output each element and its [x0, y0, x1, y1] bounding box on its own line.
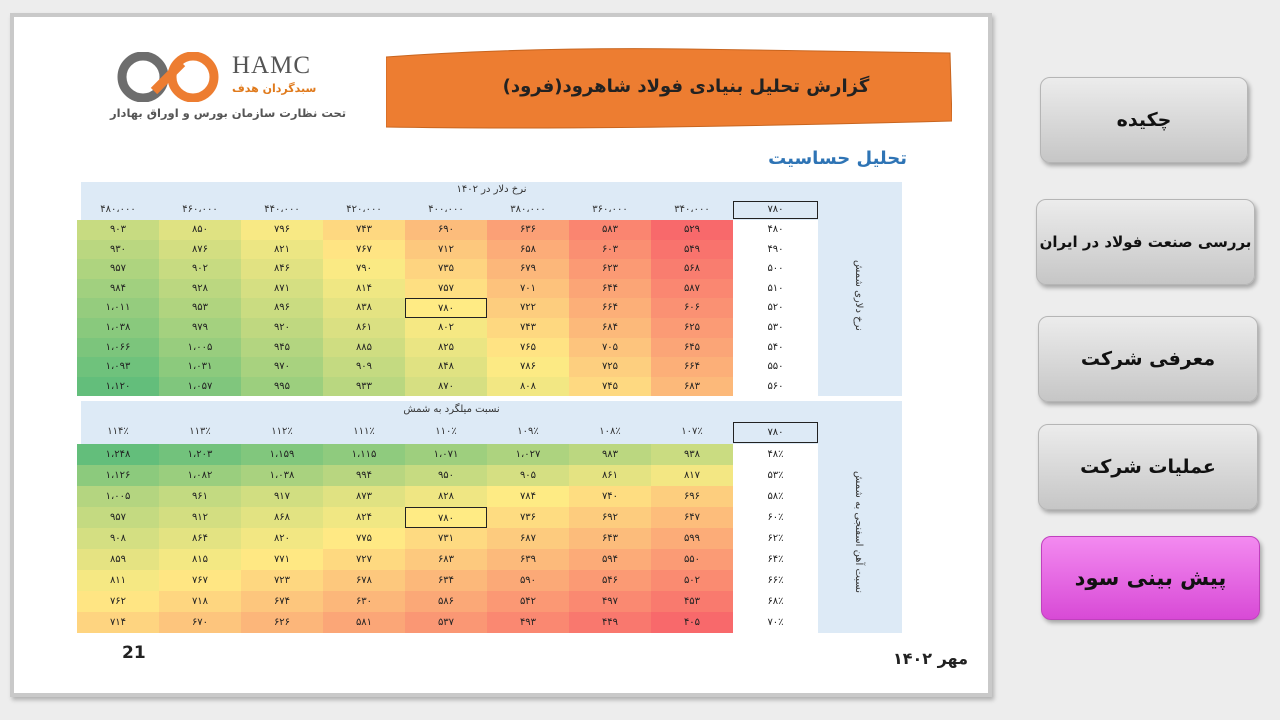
row-header: ۴۹۰ — [733, 240, 818, 260]
table-cell: ۶۷۴ — [241, 591, 323, 612]
table-cell: ۱،۰۵۷ — [159, 377, 241, 397]
table-cell: ۹۰۳ — [77, 220, 159, 240]
table-cell: ۸۶۱ — [569, 465, 651, 486]
table-cell: ۷۸۰ — [405, 507, 487, 528]
table-cell: ۶۳۰ — [323, 591, 405, 612]
table-cell: ۹۵۷ — [77, 259, 159, 279]
row-header: ۵۰۰ — [733, 259, 818, 279]
table-cell: ۱،۱۱۵ — [323, 444, 405, 465]
column-header: ۱۱۱٪ — [353, 426, 375, 437]
table-cell: ۹۴۵ — [241, 338, 323, 358]
table-cell: ۵۴۲ — [487, 591, 569, 612]
table-cell: ۶۴۵ — [651, 338, 733, 358]
table-cell: ۷۸۰ — [405, 298, 487, 318]
table-cell: ۸۱۵ — [159, 549, 241, 570]
nav-button-company-intro[interactable]: معرفی شرکت — [1038, 316, 1258, 402]
table-cell: ۹۳۸ — [651, 444, 733, 465]
table-cell: ۷۴۰ — [569, 486, 651, 507]
table-cell: ۶۳۴ — [405, 570, 487, 591]
table-cell: ۸۵۹ — [77, 549, 159, 570]
table-cell: ۹۲۸ — [159, 279, 241, 299]
column-header: ۱۰۷٪ — [681, 426, 703, 437]
column-header: ۱۱۴٪ — [107, 426, 129, 437]
table-cell: ۱،۰۲۷ — [487, 444, 569, 465]
table-cell: ۱،۱۲۰ — [77, 377, 159, 397]
table-cell: ۵۲۹ — [651, 220, 733, 240]
table-cell: ۹۷۹ — [159, 318, 241, 338]
column-header: ۳۶۰،۰۰۰ — [592, 204, 628, 215]
column-header: ۴۴۰،۰۰۰ — [264, 204, 300, 215]
table-cell: ۸۸۵ — [323, 338, 405, 358]
logo-name: HAMC — [232, 52, 312, 79]
table-cell: ۸۲۵ — [405, 338, 487, 358]
table-cell: ۷۳۶ — [487, 507, 569, 528]
table-cell: ۶۴۳ — [569, 528, 651, 549]
table-cell: ۶۹۶ — [651, 486, 733, 507]
row-header: ۶۸٪ — [733, 591, 818, 612]
column-header: ۳۸۰،۰۰۰ — [510, 204, 546, 215]
table-cell: ۵۵۰ — [651, 549, 733, 570]
table-cell: ۱،۰۷۱ — [405, 444, 487, 465]
column-header: ۱۰۹٪ — [517, 426, 539, 437]
table-cell: ۶۹۰ — [405, 220, 487, 240]
column-header: ۱۱۲٪ — [271, 426, 293, 437]
table-cell: ۹۰۹ — [323, 357, 405, 377]
table-cell: ۸۳۸ — [323, 298, 405, 318]
table-cell: ۷۶۵ — [487, 338, 569, 358]
table-cell: ۱،۲۰۳ — [159, 444, 241, 465]
table-cell: ۱،۰۳۸ — [77, 318, 159, 338]
table-cell: ۹۱۷ — [241, 486, 323, 507]
report-date: مهر ۱۴۰۲ — [892, 649, 968, 668]
table-cell: ۷۷۱ — [241, 549, 323, 570]
page-title: گزارش تحلیل بنیادی فولاد شاهرود(فرود) — [502, 76, 870, 97]
row-header: ۵۸٪ — [733, 486, 818, 507]
logo-tagline: تحت نظارت سازمان بورس و اوراق بهادار — [110, 106, 347, 120]
table-cell: ۹۲۰ — [241, 318, 323, 338]
section-title: تحلیل حساسیت — [768, 148, 907, 169]
table-caption: نسبت میلگرد به شمش — [403, 404, 500, 415]
table-cell: ۶۵۸ — [487, 240, 569, 260]
table-cell: ۹۸۳ — [569, 444, 651, 465]
table-cell: ۶۷۸ — [323, 570, 405, 591]
table-cell: ۸۶۸ — [241, 507, 323, 528]
table-cell: ۴۵۳ — [651, 591, 733, 612]
nav-button-profit-forecast[interactable]: پیش بینی سود — [1041, 536, 1260, 620]
table-cell: ۷۹۶ — [241, 220, 323, 240]
table-cell: ۸۷۰ — [405, 377, 487, 397]
table-cell: ۱،۰۰۵ — [159, 338, 241, 358]
row-header: ۵۲۰ — [733, 298, 818, 318]
table-cell: ۷۲۷ — [323, 549, 405, 570]
table-cell: ۶۸۳ — [405, 549, 487, 570]
base-value-corner: ۷۸۰ — [733, 201, 818, 219]
row-header: ۵۶۰ — [733, 377, 818, 397]
table-cell: ۸۰۸ — [487, 377, 569, 397]
table-cell: ۱،۲۴۸ — [77, 444, 159, 465]
table-cell: ۶۷۰ — [159, 612, 241, 633]
table-cell: ۵۸۳ — [569, 220, 651, 240]
table-cell: ۸۵۰ — [159, 220, 241, 240]
table-cell: ۷۱۸ — [159, 591, 241, 612]
row-header: ۶۴٪ — [733, 549, 818, 570]
table-cell: ۷۶۲ — [77, 591, 159, 612]
column-header: ۴۸۰،۰۰۰ — [100, 204, 136, 215]
table-cell: ۴۴۹ — [569, 612, 651, 633]
table-cell: ۵۶۸ — [651, 259, 733, 279]
sensitivity-table-ratios — [81, 401, 902, 633]
base-value-corner: ۷۸۰ — [733, 422, 818, 443]
table-cell: ۵۸۶ — [405, 591, 487, 612]
table-cell: ۸۶۴ — [159, 528, 241, 549]
row-axis-label: نسبت آهن اسفنجی به شمش — [853, 471, 864, 593]
column-header: ۱۱۰٪ — [435, 426, 457, 437]
table-cell: ۸۶۱ — [323, 318, 405, 338]
table-cell: ۵۴۹ — [651, 240, 733, 260]
nav-button-summary[interactable]: چکیده — [1040, 77, 1248, 163]
column-header: ۳۴۰،۰۰۰ — [674, 204, 710, 215]
column-header: ۱۰۸٪ — [599, 426, 621, 437]
table-cell: ۹۷۰ — [241, 357, 323, 377]
table-cell: ۶۰۶ — [651, 298, 733, 318]
table-cell: ۱،۰۸۲ — [159, 465, 241, 486]
nav-button-company-operations[interactable]: عملیات شرکت — [1038, 424, 1258, 510]
column-header: ۱۱۳٪ — [189, 426, 211, 437]
table-cell: ۸۲۴ — [323, 507, 405, 528]
table-cell: ۷۲۳ — [241, 570, 323, 591]
table-cell: ۴۹۳ — [487, 612, 569, 633]
table-cell: ۹۰۲ — [159, 259, 241, 279]
table-cell: ۹۳۰ — [77, 240, 159, 260]
table-cell: ۶۳۶ — [487, 220, 569, 240]
table-cell: ۸۰۲ — [405, 318, 487, 338]
row-header: ۵۳٪ — [733, 465, 818, 486]
row-header: ۵۴۰ — [733, 338, 818, 358]
table-cell: ۶۰۳ — [569, 240, 651, 260]
table-cell: ۵۰۲ — [651, 570, 733, 591]
table-cell: ۷۴۳ — [323, 220, 405, 240]
table-cell: ۵۹۴ — [569, 549, 651, 570]
table-cell: ۵۹۰ — [487, 570, 569, 591]
table-cell: ۱،۰۶۶ — [77, 338, 159, 358]
table-cell: ۷۱۲ — [405, 240, 487, 260]
table-cell: ۸۱۷ — [651, 465, 733, 486]
table-cell: ۱،۰۳۸ — [241, 465, 323, 486]
table-cell: ۸۹۶ — [241, 298, 323, 318]
table-cell: ۶۲۳ — [569, 259, 651, 279]
table-cell: ۷۸۶ — [487, 357, 569, 377]
table-cell: ۷۴۵ — [569, 377, 651, 397]
table-cell: ۶۸۳ — [651, 377, 733, 397]
table-cell: ۴۹۷ — [569, 591, 651, 612]
table-cell: ۷۵۷ — [405, 279, 487, 299]
table-cell: ۷۶۷ — [323, 240, 405, 260]
row-header: ۵۵۰ — [733, 357, 818, 377]
table-caption: نرخ دلار در ۱۴۰۲ — [456, 184, 527, 195]
row-header: ۷۰٪ — [733, 612, 818, 633]
table-cell: ۶۶۴ — [651, 357, 733, 377]
column-header: ۴۲۰،۰۰۰ — [346, 204, 382, 215]
table-cell: ۵۴۶ — [569, 570, 651, 591]
table-cell: ۹۰۸ — [77, 528, 159, 549]
table-cell: ۸۷۳ — [323, 486, 405, 507]
infinity-logo-icon — [110, 52, 226, 102]
table-cell: ۷۲۵ — [569, 357, 651, 377]
table-cell: ۶۴۷ — [651, 507, 733, 528]
row-header: ۶۲٪ — [733, 528, 818, 549]
table-cell: ۷۹۰ — [323, 259, 405, 279]
table-cell: ۹۸۴ — [77, 279, 159, 299]
table-cell: ۷۱۴ — [77, 612, 159, 633]
table-cell: ۹۰۵ — [487, 465, 569, 486]
table-cell: ۶۲۶ — [241, 612, 323, 633]
table-cell: ۱،۱۵۹ — [241, 444, 323, 465]
title-banner — [386, 47, 952, 129]
table-cell: ۹۹۵ — [241, 377, 323, 397]
table-cell: ۴۰۵ — [651, 612, 733, 633]
table-cell: ۶۲۵ — [651, 318, 733, 338]
table-cell: ۵۹۹ — [651, 528, 733, 549]
row-header: ۴۸٪ — [733, 444, 818, 465]
table-cell: ۷۰۵ — [569, 338, 651, 358]
table-cell: ۸۱۱ — [77, 570, 159, 591]
table-cell: ۹۶۱ — [159, 486, 241, 507]
table-cell: ۸۱۴ — [323, 279, 405, 299]
table-cell: ۹۹۴ — [323, 465, 405, 486]
column-header: ۴۶۰،۰۰۰ — [182, 204, 218, 215]
table-cell: ۵۸۱ — [323, 612, 405, 633]
table-cell: ۱،۰۳۱ — [159, 357, 241, 377]
table-cell: ۶۹۲ — [569, 507, 651, 528]
row-header: ۵۱۰ — [733, 279, 818, 299]
table-cell: ۶۴۴ — [569, 279, 651, 299]
table-cell: ۱،۱۲۶ — [77, 465, 159, 486]
table-cell: ۷۶۷ — [159, 570, 241, 591]
table-cell: ۶۳۹ — [487, 549, 569, 570]
table-cell: ۶۸۴ — [569, 318, 651, 338]
nav-button-steel-industry[interactable]: بررسی صنعت فولاد در ایران — [1036, 199, 1255, 285]
table-cell: ۷۲۲ — [487, 298, 569, 318]
table-cell: ۸۲۸ — [405, 486, 487, 507]
table-cell: ۱،۰۹۳ — [77, 357, 159, 377]
table-cell: ۵۳۷ — [405, 612, 487, 633]
table-cell: ۶۶۴ — [569, 298, 651, 318]
table-cell: ۱،۰۰۵ — [77, 486, 159, 507]
table-cell: ۶۷۹ — [487, 259, 569, 279]
table-cell: ۵۸۷ — [651, 279, 733, 299]
row-header: ۵۳۰ — [733, 318, 818, 338]
table-cell: ۸۴۶ — [241, 259, 323, 279]
table-cell: ۱،۰۱۱ — [77, 298, 159, 318]
sensitivity-table-dollar-rate — [81, 182, 902, 396]
row-header: ۶۶٪ — [733, 570, 818, 591]
table-cell: ۹۱۲ — [159, 507, 241, 528]
table-cell: ۷۸۴ — [487, 486, 569, 507]
table-cell: ۹۳۳ — [323, 377, 405, 397]
row-header: ۶۰٪ — [733, 507, 818, 528]
table-cell: ۷۰۱ — [487, 279, 569, 299]
column-header: ۴۰۰،۰۰۰ — [428, 204, 464, 215]
table-cell: ۷۴۳ — [487, 318, 569, 338]
table-cell: ۷۳۵ — [405, 259, 487, 279]
table-cell: ۹۵۷ — [77, 507, 159, 528]
table-cell: ۸۴۸ — [405, 357, 487, 377]
table-cell: ۶۸۷ — [487, 528, 569, 549]
table-cell: ۸۲۱ — [241, 240, 323, 260]
company-logo — [110, 52, 350, 122]
table-cell: ۸۲۰ — [241, 528, 323, 549]
logo-subtitle: سبدگردان هدف — [232, 82, 317, 95]
table-cell: ۷۷۵ — [323, 528, 405, 549]
table-cell: ۸۷۱ — [241, 279, 323, 299]
table-cell: ۸۷۶ — [159, 240, 241, 260]
table-cell: ۹۵۳ — [159, 298, 241, 318]
table-cell: ۹۵۰ — [405, 465, 487, 486]
table-cell: ۷۳۱ — [405, 528, 487, 549]
row-header: ۴۸۰ — [733, 220, 818, 240]
row-axis-label: نرخ دلاری شمش — [853, 260, 864, 331]
page-number: 21 — [122, 643, 146, 663]
